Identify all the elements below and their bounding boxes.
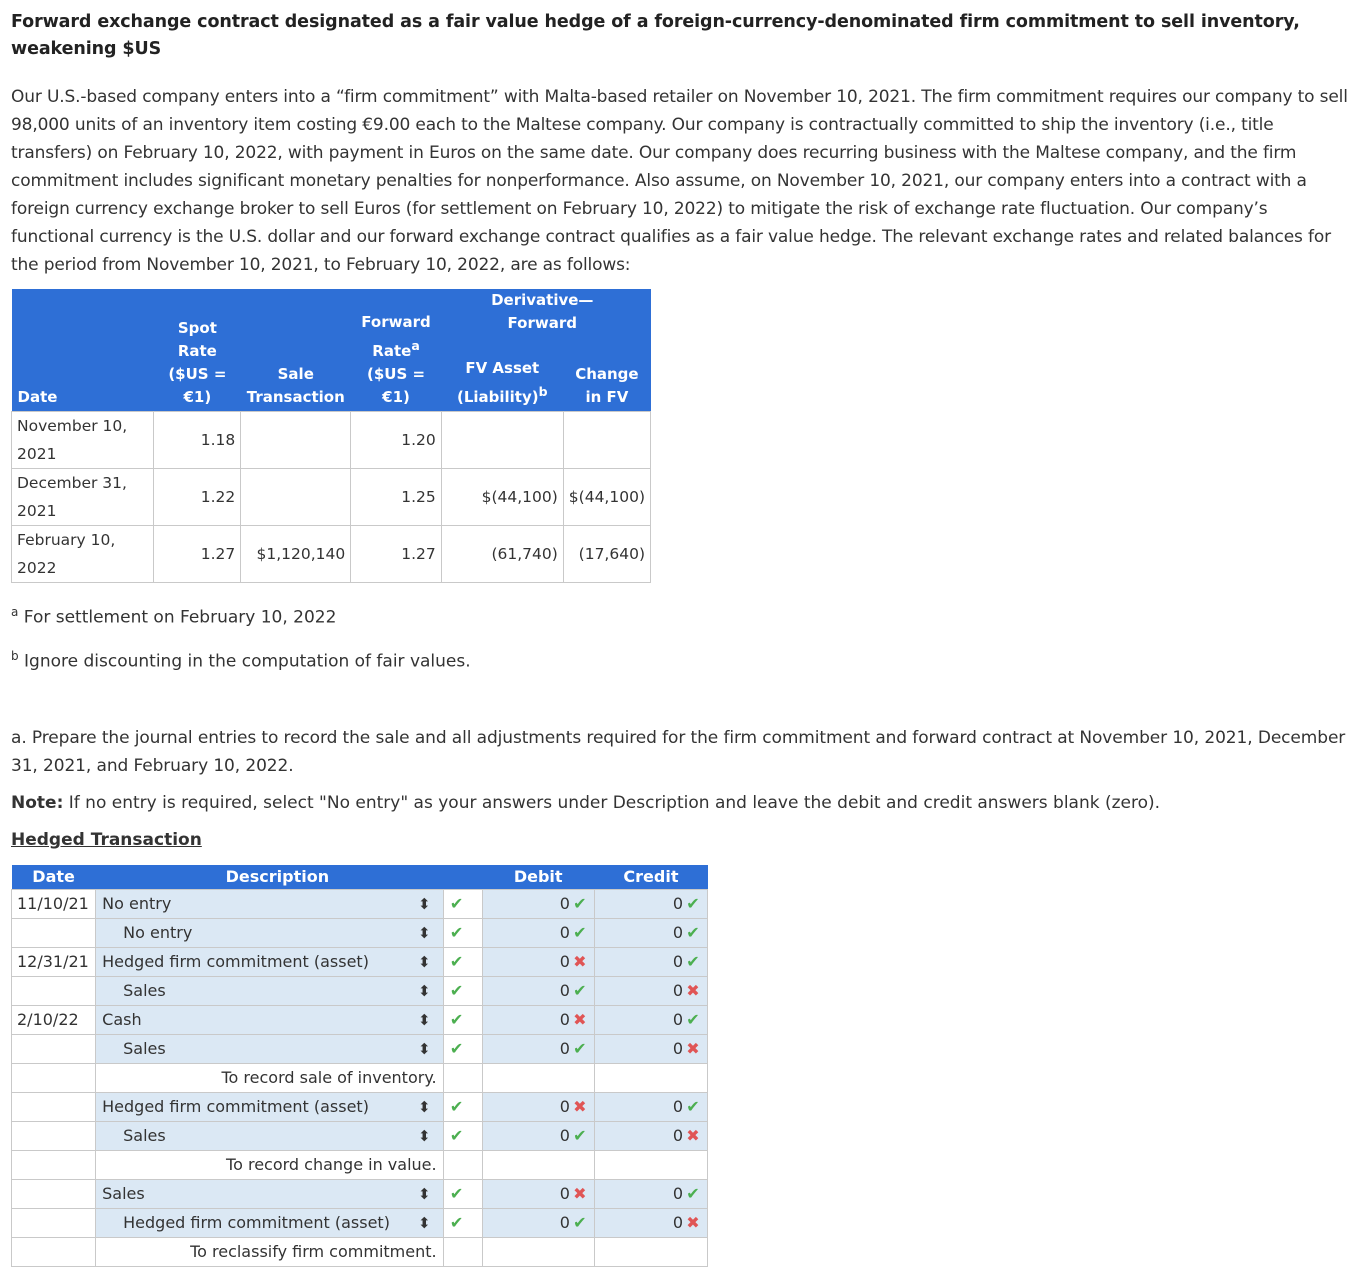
entry-date (12, 1151, 96, 1180)
description-value: Hedged firm commitment (asset) (102, 1097, 369, 1117)
row-forward: 1.27 (351, 526, 442, 583)
row-spot: 1.27 (154, 526, 241, 583)
check-cell (443, 919, 482, 948)
journal-entry-row (12, 1209, 708, 1238)
select-arrows-icon: ⬍ (418, 1185, 431, 1204)
cross-icon: ✖ (686, 1213, 700, 1233)
journal-debit-header: Debit (482, 865, 594, 890)
check-cell (443, 1122, 482, 1151)
rates-row (12, 526, 651, 583)
debit-input[interactable]: 0 ✔ (482, 1122, 594, 1151)
row-date: December 31, 2021 (12, 469, 154, 526)
checkmark-icon: ✔ (573, 981, 587, 1001)
journal-entry-row (12, 1093, 708, 1122)
checkmark-icon: ✔ (449, 923, 464, 943)
row-fv (441, 412, 563, 469)
credit-input[interactable]: 0 ✖ (594, 1122, 707, 1151)
credit-input[interactable]: 0 ✖ (594, 977, 707, 1006)
row-spot: 1.18 (154, 412, 241, 469)
entry-date (12, 977, 96, 1006)
rates-row (12, 412, 651, 469)
journal-check-header (443, 865, 482, 890)
row-change (563, 412, 650, 469)
debit-input[interactable]: 0 ✔ (482, 890, 594, 919)
description-select[interactable] (96, 890, 443, 919)
checkmark-icon: ✔ (449, 1097, 464, 1117)
row-sale (241, 469, 351, 526)
task-instruction: a. Prepare the journal entries to record the sale and all adjustments required for the firm commitment and forward contract at November 10, 2021, December 31, 2021, and February 10, 2022. (11, 728, 1346, 777)
entry-date (12, 1209, 96, 1238)
entry-date (12, 1180, 96, 1209)
credit-input[interactable]: 0 ✖ (594, 1209, 707, 1238)
select-arrows-icon: ⬍ (418, 982, 431, 1001)
select-arrows-icon: ⬍ (418, 924, 431, 943)
journal-memo-row (12, 1151, 708, 1180)
debit-input[interactable]: 0 ✖ (482, 1093, 594, 1122)
debit-input[interactable]: 0 ✔ (482, 919, 594, 948)
checkmark-icon: ✔ (573, 894, 587, 914)
row-forward: 1.20 (351, 412, 442, 469)
journal-desc-header: Description (96, 865, 443, 890)
checkmark-icon: ✔ (449, 1010, 464, 1030)
footnote-b: $^b$ Ignore discounting in the computation of fair values. (11, 648, 471, 672)
check-cell (443, 1093, 482, 1122)
description-select[interactable] (96, 1093, 443, 1122)
credit-input[interactable]: 0 ✔ (594, 919, 707, 948)
description-select[interactable] (96, 1035, 443, 1064)
entry-date: 11/10/21 (12, 890, 96, 919)
check-cell (443, 1209, 482, 1238)
journal-entry-row (12, 948, 708, 977)
credit-input[interactable]: 0 ✔ (594, 948, 707, 977)
checkmark-icon: ✔ (573, 1039, 587, 1059)
cross-icon: ✖ (573, 952, 587, 972)
credit-cell (594, 1238, 707, 1267)
rates-header-row (12, 289, 651, 412)
select-arrows-icon: ⬍ (418, 953, 431, 972)
checkmark-icon: ✔ (449, 894, 464, 914)
checkmark-icon: ✔ (449, 1184, 464, 1204)
checkmark-icon: ✔ (686, 1097, 700, 1117)
rates-row (12, 469, 651, 526)
row-date: November 10, 2021 (12, 412, 154, 469)
cross-icon: ✖ (573, 1010, 587, 1030)
footnote-a: $^a$ For settlement on February 10, 2022 (11, 605, 337, 628)
debit-cell (482, 1064, 594, 1093)
section-title: Hedged Transaction (11, 830, 202, 851)
col-forward-header: Forward Rate$^a$ ($US = €1) (351, 289, 442, 412)
checkmark-icon: ✔ (686, 1184, 700, 1204)
journal-credit-header: Credit (594, 865, 707, 890)
page-title: Forward exchange contract designated as a fair value hedge of a foreign-currency-denominated firm commitment to sell inventory, weakening $US (11, 12, 1300, 59)
entry-date: 12/31/21 (12, 948, 96, 977)
debit-input[interactable]: 0 ✔ (482, 1209, 594, 1238)
journal-header-row (12, 865, 708, 890)
description-value: Sales (123, 1039, 166, 1059)
debit-input[interactable]: 0 ✖ (482, 948, 594, 977)
check-cell (443, 1151, 482, 1180)
derivative-group-header: Derivative— Forward (491, 291, 594, 332)
entry-date: 2/10/22 (12, 1006, 96, 1035)
checkmark-icon: ✔ (686, 894, 700, 914)
memo-text: To record change in value. (96, 1151, 443, 1180)
description-select[interactable] (96, 948, 443, 977)
journal-entry-row (12, 890, 708, 919)
debit-input[interactable]: 0 ✔ (482, 977, 594, 1006)
debit-input[interactable]: 0 ✔ (482, 1035, 594, 1064)
select-arrows-icon: ⬍ (418, 1011, 431, 1030)
row-date: February 10, 2022 (12, 526, 154, 583)
check-cell (443, 1238, 482, 1267)
col-date-header: Date (12, 289, 154, 412)
select-arrows-icon: ⬍ (418, 1214, 431, 1233)
journal-entry-row (12, 1180, 708, 1209)
description-value: No entry (123, 923, 193, 943)
row-forward: 1.25 (351, 469, 442, 526)
col-change-header: Change in FV (563, 289, 650, 412)
debit-cell (482, 1238, 594, 1267)
check-cell (443, 1064, 482, 1093)
cross-icon: ✖ (686, 1126, 700, 1146)
description-value: Sales (102, 1184, 145, 1204)
entry-date (12, 1035, 96, 1064)
problem-intro: Our U.S.-based company enters into a “firm commitment” with Malta-based retailer on November 10, 2021. The firm commitment requires our company to sell 98,000 units of an inventory item costing €9.00 each to the Maltese company. Our company is contractually committed to ship the inventory (i.e., title transfers) on February 10, 2022, with payment in Euros on the same date. Our company does recurring business with the Maltese company, and the firm commitment includes significant monetary penalties for nonperformance. Also assume, on November 10, 2021, our company enters into a contract with a foreign currency exchange broker to sell Euros (for settlement on February 10, 2022) to mitigate the risk of exchange rate fluctuation. Our company’s functional currency is the U.S. dollar and our forward exchange contract qualifies as a fair value hedge. The relevant exchange rates and related balances for the period from November 10, 2021, to February 10, 2022, are as follows: (11, 87, 1348, 275)
memo-text: To record sale of inventory. (96, 1064, 443, 1093)
select-arrows-icon: ⬍ (418, 895, 431, 914)
entry-date (12, 919, 96, 948)
credit-cell (594, 1151, 707, 1180)
entry-date (12, 1122, 96, 1151)
credit-input[interactable]: 0 ✔ (594, 1006, 707, 1035)
col-spot-header: Spot Rate ($US = €1) (154, 289, 241, 412)
description-value: Sales (123, 981, 166, 1001)
entry-date (12, 1093, 96, 1122)
credit-cell (594, 1064, 707, 1093)
credit-input[interactable]: 0 ✔ (594, 890, 707, 919)
description-select[interactable] (96, 919, 443, 948)
description-select[interactable] (96, 977, 443, 1006)
footnotes (11, 593, 1351, 680)
checkmark-icon: ✔ (686, 1010, 700, 1030)
entry-date (12, 1064, 96, 1093)
cross-icon: ✖ (573, 1097, 587, 1117)
row-fv: (61,740) (441, 526, 563, 583)
checkmark-icon: ✔ (449, 1126, 464, 1146)
description-value: Hedged firm commitment (asset) (123, 1213, 390, 1233)
journal-entry-row (12, 1006, 708, 1035)
memo-text: To reclassify firm commitment. (96, 1238, 443, 1267)
description-select[interactable] (96, 1180, 443, 1209)
description-value: Cash (102, 1010, 142, 1030)
checkmark-icon: ✔ (573, 1126, 587, 1146)
col-sale-header: Sale Transaction (241, 289, 351, 412)
check-cell (443, 1035, 482, 1064)
cross-icon: ✖ (573, 1184, 587, 1204)
journal-date-header: Date (12, 865, 96, 890)
checkmark-icon: ✔ (573, 923, 587, 943)
select-arrows-icon: ⬍ (418, 1040, 431, 1059)
description-select[interactable] (96, 1006, 443, 1035)
select-arrows-icon: ⬍ (418, 1098, 431, 1117)
entry-date (12, 1238, 96, 1267)
debit-input[interactable]: 0 ✖ (482, 1180, 594, 1209)
cross-icon: ✖ (686, 1039, 700, 1059)
row-fv: $(44,100) (441, 469, 563, 526)
select-arrows-icon: ⬍ (418, 1127, 431, 1146)
description-select[interactable] (96, 1122, 443, 1151)
check-cell (443, 1006, 482, 1035)
check-cell (443, 1180, 482, 1209)
journal-entry-row (12, 1035, 708, 1064)
journal-entry-row (12, 977, 708, 1006)
row-spot: 1.22 (154, 469, 241, 526)
credit-input[interactable]: 0 ✖ (594, 1035, 707, 1064)
row-change: (17,640) (563, 526, 650, 583)
credit-input[interactable]: 0 ✔ (594, 1093, 707, 1122)
col-fv-header: Derivative— Forward FV Asset (Liability)$^b$ (441, 289, 563, 412)
checkmark-icon: ✔ (686, 923, 700, 943)
journal-entry-row (12, 1122, 708, 1151)
description-value: Sales (123, 1126, 166, 1146)
credit-input[interactable]: 0 ✔ (594, 1180, 707, 1209)
journal-memo-row (12, 1238, 708, 1267)
journal-memo-row (12, 1064, 708, 1093)
checkmark-icon: ✔ (449, 1039, 464, 1059)
exchange-rates-table (11, 289, 651, 583)
journal-entry-row (12, 919, 708, 948)
check-cell (443, 890, 482, 919)
checkmark-icon: ✔ (449, 952, 464, 972)
debit-input[interactable]: 0 ✖ (482, 1006, 594, 1035)
row-sale (241, 412, 351, 469)
note: Note: If no entry is required, select "No entry" as your answers under Description and leave the debit and credit answers blank (zero). (11, 793, 1161, 814)
check-cell (443, 948, 482, 977)
description-value: Hedged firm commitment (asset) (102, 952, 369, 972)
checkmark-icon: ✔ (449, 1213, 464, 1233)
row-sale: $1,120,140 (241, 526, 351, 583)
journal-table (11, 865, 708, 1267)
check-cell (443, 977, 482, 1006)
checkmark-icon: ✔ (449, 981, 464, 1001)
row-change: $(44,100) (563, 469, 650, 526)
description-value: No entry (102, 894, 172, 914)
debit-cell (482, 1151, 594, 1180)
checkmark-icon: ✔ (686, 952, 700, 972)
description-select[interactable] (96, 1209, 443, 1238)
checkmark-icon: ✔ (573, 1213, 587, 1233)
cross-icon: ✖ (686, 981, 700, 1001)
